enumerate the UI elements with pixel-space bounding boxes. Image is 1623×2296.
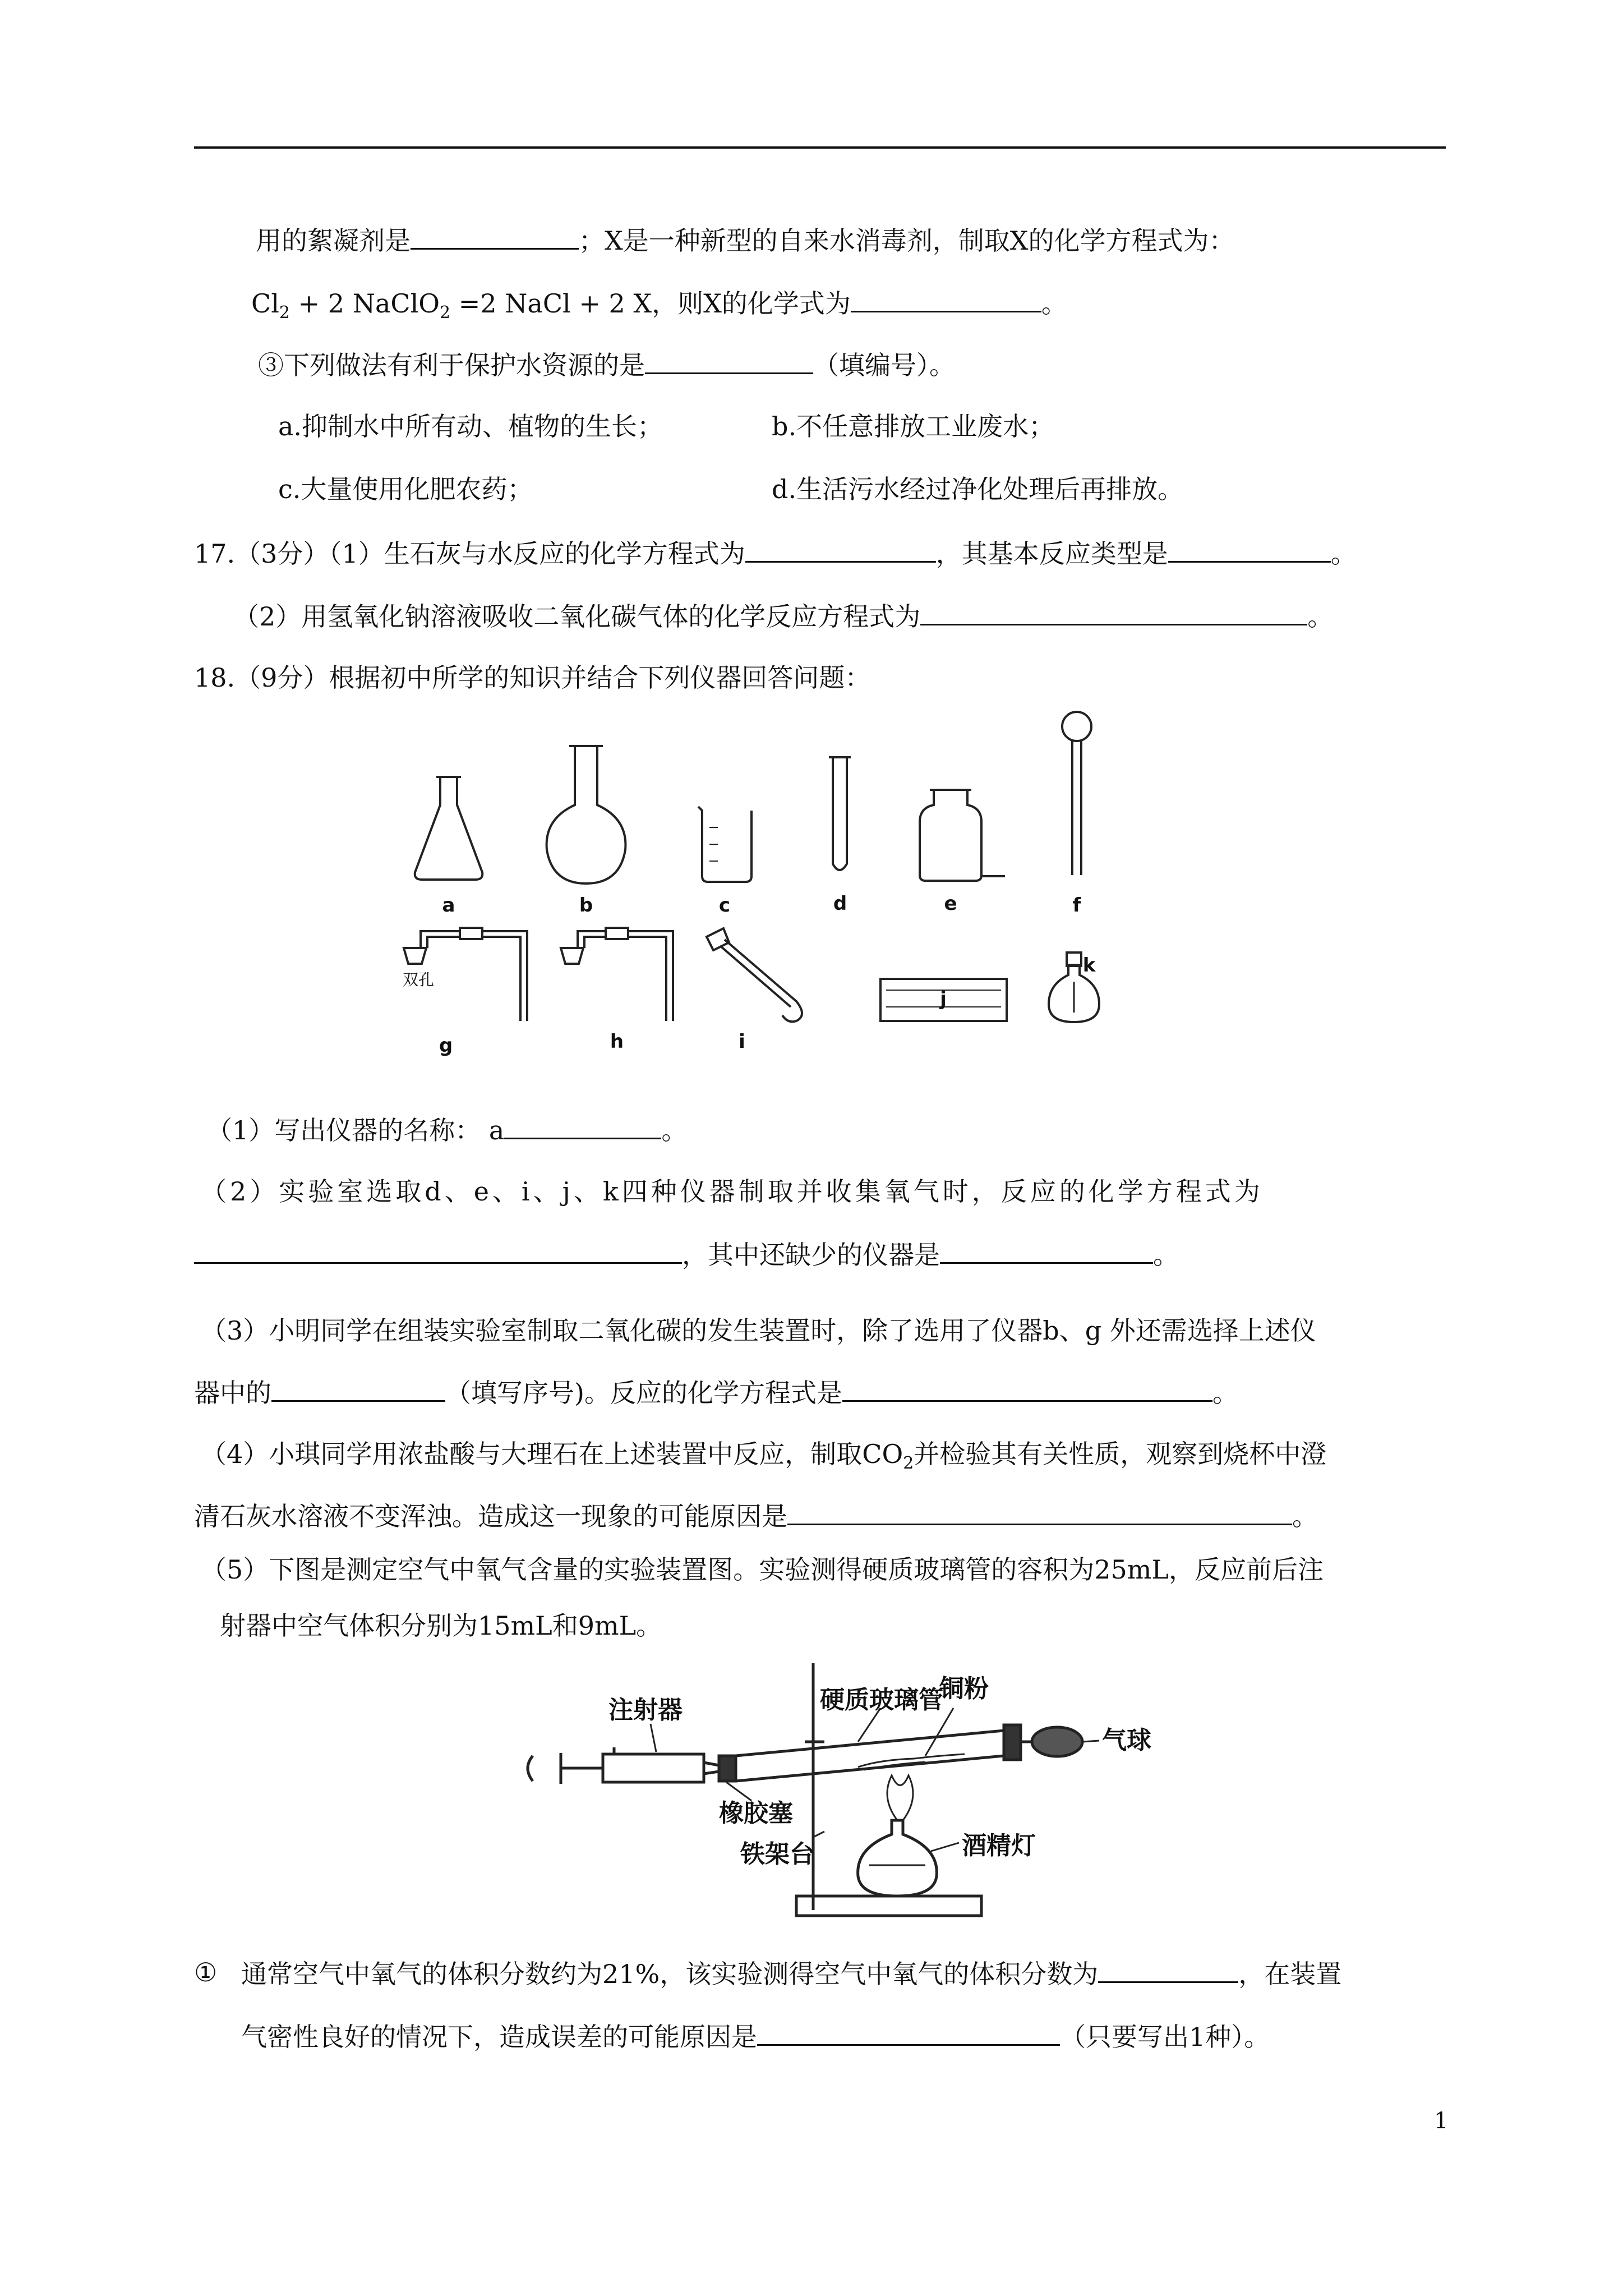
label-double-hole: 双孔: [402, 970, 435, 989]
q18-part2-line1: （2）实验室选取d、e、i、j、k四种仪器制取并收集氧气时，反应的化学方程式为: [201, 1176, 1264, 1207]
label-f: f: [1072, 894, 1081, 917]
label-j: j: [940, 988, 947, 1010]
q18-intro: 18.（9分）根据初中所学的知识并结合下列仪器回答问题：: [194, 662, 871, 693]
answer-blank[interactable]: [271, 1374, 445, 1402]
answer-blank[interactable]: [645, 347, 813, 374]
q16-part3: ③下列做法有利于保护水资源的是 （填编号）。: [258, 347, 955, 382]
label-d: d: [833, 892, 847, 915]
answer-blank[interactable]: [851, 285, 1041, 312]
label-b: b: [579, 894, 593, 917]
q18-sub1-line2: 气密性良好的情况下，造成误差的可能原因是 （只要写出1种）。: [241, 2018, 1270, 2054]
label-h: h: [610, 1030, 624, 1053]
q18-sub1-num: ①: [194, 1957, 218, 1987]
answer-blank[interactable]: [757, 2018, 1060, 2046]
header-rule: [194, 146, 1446, 149]
answer-blank[interactable]: [504, 1112, 661, 1139]
q17-line2: （2）用氢氧化钠溶液吸收二氧化碳气体的化学反应方程式为 。: [233, 598, 1333, 633]
answer-blank[interactable]: [411, 222, 579, 250]
hard-glass-tube: [736, 1725, 1021, 1781]
test-tube-d: [829, 757, 851, 870]
answer-blank[interactable]: [940, 1236, 1153, 1264]
apparatus-figure: [381, 701, 1144, 1071]
answer-blank[interactable]: [1168, 535, 1331, 563]
answer-blank[interactable]: [745, 535, 936, 563]
alcohol-lamp: [858, 1775, 937, 1896]
label-iron-stand: 铁架台: [740, 1840, 814, 1869]
label-c: c: [718, 894, 731, 917]
answer-blank[interactable]: [1098, 1955, 1238, 1983]
stopper-tube-h: [561, 928, 673, 1021]
q16-option-c: c.大量使用化肥农药；: [278, 474, 533, 504]
q18-part2-line2: ，其中还缺少的仪器是 。: [194, 1236, 1179, 1272]
q18-part4-line1: （4）小琪同学用浓盐酸与大理石在上述装置中反应，制取$CO_2$并检验其有关性质，观察到烧杯中澄: [201, 1439, 1327, 1473]
label-hard-glass-tube: 硬质玻璃管: [820, 1686, 943, 1714]
gas-jar-e: [920, 790, 1005, 881]
q18-part1: （1）写出仪器的名称： a 。: [206, 1112, 687, 1147]
q18-part4-line2: 清石灰水溶液不变浑浊。造成这一现象的可能原因是 。: [194, 1498, 1318, 1533]
q18-part3-line2: 器中的 （填写序号)。反应的化学方程式是 。: [194, 1374, 1238, 1410]
page-number: 1: [1434, 2108, 1449, 2134]
round-flask-b: [547, 746, 626, 884]
answer-blank[interactable]: [920, 598, 1307, 625]
label-a: a: [442, 894, 455, 917]
q18-part3-line1: （3）小明同学在组装实验室制取二氧化碳的发生装置时，除了选用了仪器b、g 外还需选择上述仪: [201, 1315, 1316, 1346]
funnel-f: [1062, 712, 1091, 875]
q16-option-a: a.抑制水中所有动、植物的生长；: [278, 411, 663, 441]
beaker-c: [698, 807, 751, 882]
label-i: i: [739, 1030, 745, 1053]
q16-line1: 用的絮凝剂是 ；X是一种新型的自来水消毒剂，制取X的化学方程式为：: [256, 222, 1235, 257]
balloon: [1021, 1727, 1082, 1756]
q18-sub1-line1: 通常空气中氧气的体积分数约为21%，该实验测得空气中氧气的体积分数为 ，在装置: [241, 1955, 1341, 1991]
label-balloon: 气球: [1102, 1726, 1151, 1755]
delivery-tube-i: [707, 928, 802, 1022]
label-copper-powder: 铜粉: [939, 1674, 989, 1703]
q16-option-b: b.不任意排放工业废水；: [772, 411, 1055, 441]
answer-blank[interactable]: [194, 1236, 682, 1264]
q17-line1: 17.（3分）（1）生石灰与水反应的化学方程式为 ，其基本反应类型是 。: [194, 535, 1357, 570]
label-e: e: [944, 892, 957, 915]
label-k: k: [1082, 954, 1096, 977]
q16-equation: $Cl_2 + 2$ NaClO$_2$ =2 NaCl + 2 X，则X的化学式为 。: [251, 285, 1067, 330]
q16-option-d: d.生活污水经过净化处理后再排放。: [772, 474, 1184, 504]
rubber-stopper: [719, 1756, 736, 1781]
answer-blank[interactable]: [842, 1374, 1212, 1402]
answer-blank[interactable]: [787, 1498, 1292, 1525]
syringe: [528, 1747, 719, 1784]
conical-flask-a: [415, 777, 483, 880]
label-alcohol-lamp: 酒精灯: [962, 1832, 1036, 1860]
q18-part5-line2: 射器中空气体积分别为15mL和9mL。: [220, 1611, 662, 1641]
label-g: g: [439, 1034, 453, 1057]
label-rubber-stopper: 橡胶塞: [719, 1799, 793, 1828]
label-syringe: 注射器: [608, 1696, 683, 1724]
q18-part5-line1: （5）下图是测定空气中氧气含量的实验装置图。实验测得硬质玻璃管的容积为25mL，反应前后注: [201, 1554, 1324, 1585]
oxygen-experiment-figure: [522, 1658, 1155, 1927]
